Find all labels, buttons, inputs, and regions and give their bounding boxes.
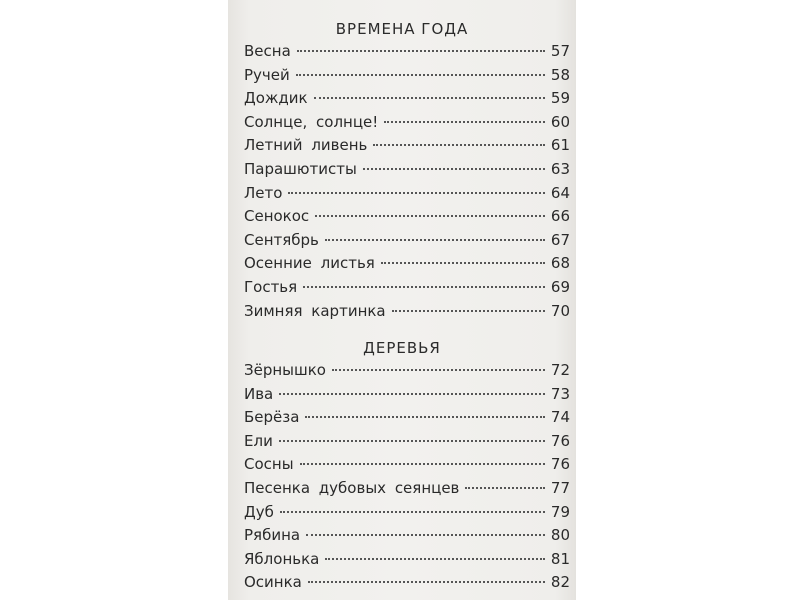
toc-entry-title: Зёрнышко bbox=[244, 361, 326, 379]
toc-entry bbox=[244, 254, 570, 278]
toc-entry-page-number: 72 bbox=[550, 361, 570, 379]
dot-leader bbox=[308, 581, 545, 583]
toc-entry-page-number: 64 bbox=[550, 183, 570, 202]
toc-entry-title: Песенка дубовых сеянцев bbox=[244, 478, 460, 497]
toc-list-trees bbox=[244, 361, 570, 597]
toc-entry-title: Рябина bbox=[244, 526, 301, 545]
dot-leader bbox=[392, 310, 545, 312]
toc-entry bbox=[244, 278, 570, 302]
toc-entry bbox=[244, 526, 570, 550]
toc-entry-title: Осинка bbox=[244, 573, 302, 592]
section-title-trees: ДЕРЕВЬЯ bbox=[363, 339, 441, 357]
toc-entry-page-number: 70 bbox=[550, 301, 570, 320]
dot-leader bbox=[325, 239, 545, 241]
toc-entry bbox=[244, 231, 570, 255]
toc-entry-page-number: 68 bbox=[550, 254, 570, 273]
toc-entry bbox=[244, 385, 570, 409]
toc-entry bbox=[244, 66, 570, 90]
toc-entry-title: Гостья bbox=[244, 277, 298, 296]
dot-leader bbox=[303, 286, 545, 288]
toc-entry-page-number: 58 bbox=[550, 65, 570, 84]
toc-entry-page-number: 59 bbox=[550, 89, 570, 108]
toc-entry-title: Сосны bbox=[244, 455, 294, 474]
dot-leader bbox=[297, 50, 545, 52]
toc-entry-title: Ручей bbox=[244, 65, 290, 84]
dot-leader bbox=[280, 511, 545, 513]
toc-entry-page-number: 76 bbox=[550, 455, 570, 474]
toc-entry-title: Весна bbox=[244, 42, 291, 60]
toc-entry bbox=[244, 408, 570, 432]
dot-leader bbox=[332, 369, 545, 371]
dot-leader bbox=[315, 215, 545, 217]
toc-entry-title: Летний ливень bbox=[244, 136, 368, 155]
toc-entry-page-number: 73 bbox=[550, 384, 570, 403]
dot-leader bbox=[300, 463, 545, 465]
toc-entry-title: Ели bbox=[244, 431, 273, 450]
dot-leader bbox=[384, 121, 545, 123]
section-title-seasons: ВРЕМЕНА ГОДА bbox=[335, 20, 469, 38]
toc-entry-title: Сентябрь bbox=[244, 230, 319, 249]
toc-entry-title: Лето bbox=[244, 183, 283, 202]
toc-entry bbox=[244, 503, 570, 527]
toc-entry-page-number: 79 bbox=[550, 502, 570, 521]
toc-entry bbox=[244, 455, 570, 479]
toc-entry-title: Осенние листья bbox=[244, 254, 375, 273]
toc-entry-title: Берёза bbox=[244, 408, 300, 427]
dot-leader bbox=[288, 192, 544, 194]
toc-entry-page-number: 61 bbox=[550, 136, 570, 155]
toc-entry bbox=[244, 207, 570, 231]
toc-entry-title: Дуб bbox=[244, 502, 274, 521]
dot-leader bbox=[305, 416, 544, 418]
dot-leader bbox=[314, 97, 545, 99]
toc-entry-title: Дождик bbox=[244, 89, 308, 108]
toc-entry bbox=[244, 136, 570, 160]
toc-entry-page-number: 57 bbox=[550, 42, 570, 60]
toc-list-seasons bbox=[244, 42, 570, 325]
toc-entry-title: Ива bbox=[244, 384, 274, 403]
dot-leader bbox=[306, 534, 545, 536]
toc-entry bbox=[244, 302, 570, 326]
toc-entry-title: Солнце, солнце! bbox=[244, 112, 379, 131]
toc-entry-page-number: 63 bbox=[550, 159, 570, 178]
toc-entry-page-number: 80 bbox=[550, 526, 570, 545]
toc-entry-page-number: 69 bbox=[550, 277, 570, 296]
toc-entry bbox=[244, 89, 570, 113]
toc-entry-title: Зимняя картинка bbox=[244, 301, 386, 320]
dot-leader bbox=[279, 393, 545, 395]
dot-leader bbox=[465, 487, 545, 489]
toc-entry bbox=[244, 160, 570, 184]
toc-entry bbox=[244, 42, 570, 66]
toc-entry-page-number: 60 bbox=[550, 112, 570, 131]
toc-entry-page-number: 67 bbox=[550, 230, 570, 249]
dot-leader bbox=[381, 262, 545, 264]
toc-entry bbox=[244, 573, 570, 597]
toc-entry bbox=[244, 113, 570, 137]
toc-entry-page-number: 82 bbox=[550, 573, 570, 592]
toc-entry bbox=[244, 550, 570, 574]
toc-entry-title: Парашютисты bbox=[244, 159, 357, 178]
toc-entry bbox=[244, 361, 570, 385]
toc-entry-title: Сенокос bbox=[244, 207, 310, 226]
dot-leader bbox=[373, 144, 545, 146]
dot-leader bbox=[296, 74, 545, 76]
dot-leader bbox=[279, 440, 545, 442]
toc-entry-page-number: 77 bbox=[550, 478, 570, 497]
toc-entry-page-number: 74 bbox=[550, 408, 570, 427]
toc-entry bbox=[244, 432, 570, 456]
toc-entry-page-number: 66 bbox=[550, 207, 570, 226]
dot-leader bbox=[363, 168, 545, 170]
toc-entry-title: Яблонька bbox=[244, 549, 320, 568]
book-page bbox=[228, 0, 576, 600]
toc-entry-page-number: 76 bbox=[550, 431, 570, 450]
toc-entry bbox=[244, 479, 570, 503]
toc-entry-page-number: 81 bbox=[550, 549, 570, 568]
toc-entry bbox=[244, 184, 570, 208]
dot-leader bbox=[325, 558, 545, 560]
